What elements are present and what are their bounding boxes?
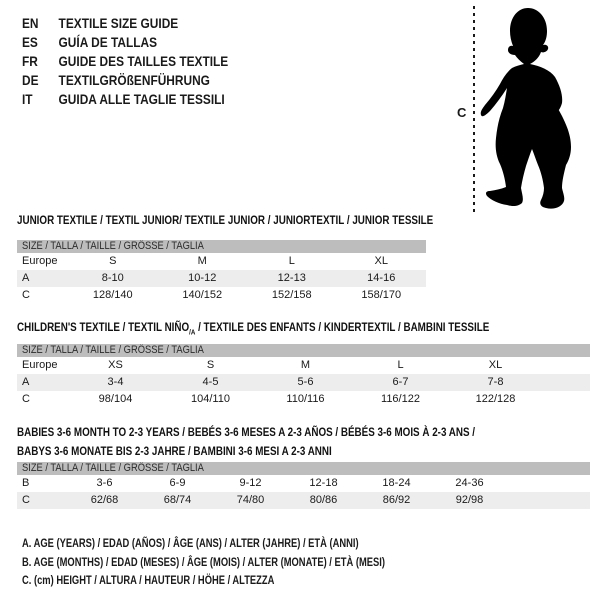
table-cell: XS (108, 359, 123, 371)
table-header-label: SIZE / TALLA / TAILLE / GRÖSSE / TAGLIA (22, 240, 204, 252)
table-header-row (17, 344, 590, 357)
table-cell: 7-8 (487, 376, 504, 388)
language-title: GUÍA DE TALLAS (58, 34, 158, 50)
row-label: B (22, 477, 30, 489)
language-code: FR (22, 53, 38, 69)
language-title: GUIDE DES TAILLES TEXTILE (58, 53, 229, 69)
table-row-height (17, 492, 590, 509)
heading-subscript: /A (189, 327, 196, 337)
language-title: TEXTILE SIZE GUIDE (58, 15, 179, 31)
table-row-age-months (17, 475, 590, 492)
heading-text: CHILDREN'S TEXTILE / TEXTIL NIÑO (17, 320, 190, 334)
table-cell: L (288, 255, 295, 267)
table-cell: 6-7 (392, 376, 409, 388)
row-label: Europe (22, 359, 58, 371)
table-cell: 8-10 (101, 272, 124, 284)
table-cell: 116/122 (381, 393, 420, 405)
table-cell: S (206, 359, 215, 371)
language-row-es (22, 33, 228, 52)
table-header-row (17, 462, 590, 475)
legend-notes (22, 534, 487, 590)
table-cell: 92/98 (455, 494, 484, 506)
table-cell: 10-12 (188, 272, 217, 284)
language-title: GUIDA ALLE TAGLIE TESSILI (58, 91, 225, 107)
babies-size-table (17, 462, 590, 509)
table-cell: 12-13 (277, 272, 306, 284)
table-header-row (17, 240, 426, 253)
table-cell: 140/152 (182, 289, 223, 301)
row-label: C (22, 393, 30, 405)
language-row-en (22, 14, 228, 33)
table-header-label: SIZE / TALLA / TAILLE / GRÖSSE / TAGLIA (22, 344, 204, 356)
language-row-it (22, 90, 228, 109)
table-cell: 98/104 (98, 393, 133, 405)
language-row-fr (22, 52, 228, 71)
table-row-height (17, 391, 590, 408)
row-label: A (22, 272, 30, 284)
table-cell: 158/170 (361, 289, 402, 301)
row-label: Europe (22, 255, 58, 267)
language-title-list (22, 14, 265, 109)
language-code: EN (22, 15, 39, 31)
table-header-label: SIZE / TALLA / TAILLE / GRÖSSE / TAGLIA (22, 462, 204, 474)
row-label: C (22, 289, 30, 301)
table-cell: M (197, 255, 207, 267)
table-row-europe (17, 253, 426, 270)
note-a: A. AGE (YEARS) / EDAD (AÑOS) / ÂGE (ANS) / ALTER (JAHRE) / ETÀ (ANNI) (22, 536, 359, 550)
heading-text: / TEXTILE DES ENFANTS / KINDERTEXTIL / BAMBINI TESSILE (195, 320, 490, 334)
height-measure-label: C (457, 105, 467, 120)
table-cell: 104/110 (191, 393, 230, 405)
table-cell: 122/128 (475, 393, 516, 405)
table-cell: 110/116 (286, 393, 325, 405)
table-cell: 12-18 (309, 477, 338, 489)
table-cell: 62/68 (90, 494, 119, 506)
row-label: C (22, 494, 30, 506)
junior-section-heading: JUNIOR TEXTILE / TEXTIL JUNIOR/ TEXTILE JUNIOR / JUNIORTEXTIL / JUNIOR TESSILE (17, 213, 434, 227)
table-row-age (17, 374, 590, 391)
table-cell: 14-16 (367, 272, 396, 284)
table-row-age (17, 270, 426, 287)
row-label: A (22, 376, 30, 388)
table-cell: 9-12 (239, 477, 262, 489)
heading-line-2: BABYS 3-6 MONATE BIS 2-3 JAHRE / BAMBINI 3-6 MESI A 2-3 ANNI (17, 444, 332, 458)
table-cell: 6-9 (169, 477, 186, 489)
table-row-europe (17, 357, 590, 374)
children-section-heading (17, 318, 593, 341)
language-row-de (22, 71, 228, 90)
table-cell: 3-4 (107, 376, 124, 388)
table-cell: 68/74 (163, 494, 192, 506)
table-cell: XL (374, 255, 388, 267)
junior-size-table (17, 240, 426, 304)
table-cell: L (397, 359, 404, 371)
table-row-height (17, 287, 426, 304)
table-cell: 3-6 (96, 477, 113, 489)
table-cell: 80/86 (309, 494, 338, 506)
table-cell: XL (488, 359, 503, 371)
table-cell: 152/158 (271, 289, 312, 301)
note-b: B. AGE (MONTHS) / EDAD (MESES) / ÂGE (MOIS) / ALTER (MONATE) / ETÀ (MESI) (22, 554, 385, 569)
baby-silhouette (480, 0, 600, 220)
table-cell: 24-36 (455, 477, 484, 489)
language-code: IT (22, 91, 33, 107)
table-cell: 86/92 (382, 494, 411, 506)
children-size-table (17, 344, 590, 408)
table-cell: M (300, 359, 311, 371)
table-cell: 5-6 (297, 376, 314, 388)
language-title: TEXTILGRÖßENFÜHRUNG (58, 72, 210, 88)
height-measure-dashed-line (473, 6, 475, 212)
language-code: DE (22, 72, 39, 88)
table-cell: 18-24 (382, 477, 411, 489)
note-c: C. (cm) HEIGHT / ALTURA / HAUTEUR / HÖHE / ALTEZZA (22, 573, 275, 587)
table-cell: 4-5 (202, 376, 219, 388)
language-code: ES (22, 34, 38, 50)
table-cell: S (109, 255, 117, 267)
table-cell: 128/140 (92, 289, 133, 301)
heading-line-1: BABIES 3-6 MONTH TO 2-3 YEARS / BEBÉS 3-6 MESES A 2-3 AÑOS / BÉBÉS 3-6 MOIS À 2-3 ANS / (17, 425, 476, 439)
table-cell: 74/80 (236, 494, 265, 506)
babies-section-heading (17, 423, 576, 461)
